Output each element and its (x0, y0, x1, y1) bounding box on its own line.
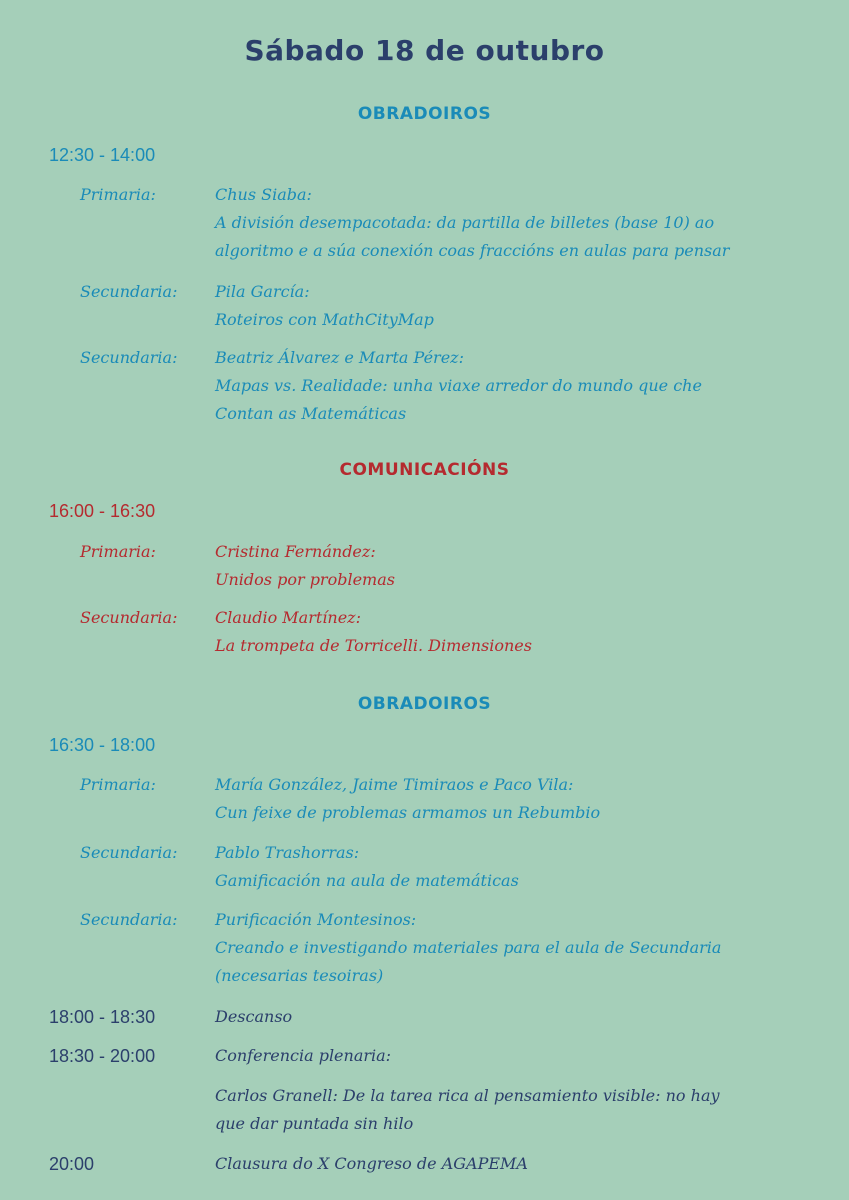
section-heading-comunicacions: COMUNICACIÓNS (339, 460, 510, 480)
speaker: Cristina Fernández: (215, 542, 376, 561)
session-title: Cun feixe de problemas armamos un Rebumbio (215, 803, 601, 822)
session-title: Mapas vs. Realidade: unha viaxe arredor do mundo que che (215, 376, 702, 395)
session-title: A división desempacotada: da partilla de billetes (base 10) ao (215, 213, 715, 232)
time-slot: 20:00 (49, 1154, 95, 1174)
agenda-item: Clausura do X Congreso de AGAPEMA (215, 1154, 528, 1173)
plenary-talk: Carlos Granell: De la tarea rica al pensamiento visible: no hay (215, 1086, 720, 1105)
speaker: Beatriz Álvarez e Marta Pérez: (215, 348, 464, 367)
session-title: Roteiros con MathCityMap (215, 310, 434, 329)
session-title: Gamificación na aula de matemáticas (215, 871, 519, 890)
speaker: Chus Siaba: (215, 185, 312, 204)
level-label: Secundaria: (80, 608, 178, 627)
level-label: Primaria: (80, 542, 156, 561)
time-slot: 16:30 - 18:00 (49, 735, 156, 755)
level-label: Secundaria: (80, 843, 178, 862)
speaker: Claudio Martínez: (215, 608, 361, 627)
level-label: Secundaria: (80, 348, 178, 367)
time-slot: 16:00 - 16:30 (49, 501, 156, 521)
speaker: Pila García: (215, 282, 310, 301)
time-slot: 12:30 - 14:00 (49, 145, 156, 165)
agenda-item: Descanso (215, 1007, 293, 1026)
time-slot: 18:30 - 20:00 (49, 1046, 156, 1066)
level-label: Secundaria: (80, 282, 178, 301)
session-title: Contan as Matemáticas (215, 404, 407, 423)
session-title: La trompeta de Torricelli. Dimensiones (215, 636, 532, 655)
page-title: Sábado 18 de outubro (244, 34, 605, 67)
session-title: Unidos por problemas (215, 570, 395, 589)
session-title: Creando e investigando materiales para el aula de Secundaria (215, 938, 722, 957)
section-heading-obradoiros-2: OBRADOIROS (357, 694, 492, 714)
agenda-item: Conferencia plenaria: (215, 1046, 392, 1065)
speaker: Pablo Trashorras: (215, 843, 360, 862)
plenary-talk: que dar puntada sin hilo (215, 1114, 414, 1133)
speaker: Purificación Montesinos: (215, 910, 417, 929)
session-title: algoritmo e a súa conexión coas fraccións en aulas para pensar (215, 241, 730, 260)
level-label: Secundaria: (80, 910, 178, 929)
session-title: (necesarias tesoiras) (215, 966, 384, 985)
speaker: María González, Jaime Timiraos e Paco Vila: (215, 775, 574, 794)
level-label: Primaria: (80, 775, 156, 794)
level-label: Primaria: (80, 185, 156, 204)
time-slot: 18:00 - 18:30 (49, 1007, 156, 1027)
section-heading-obradoiros-1: OBRADOIROS (357, 104, 492, 124)
